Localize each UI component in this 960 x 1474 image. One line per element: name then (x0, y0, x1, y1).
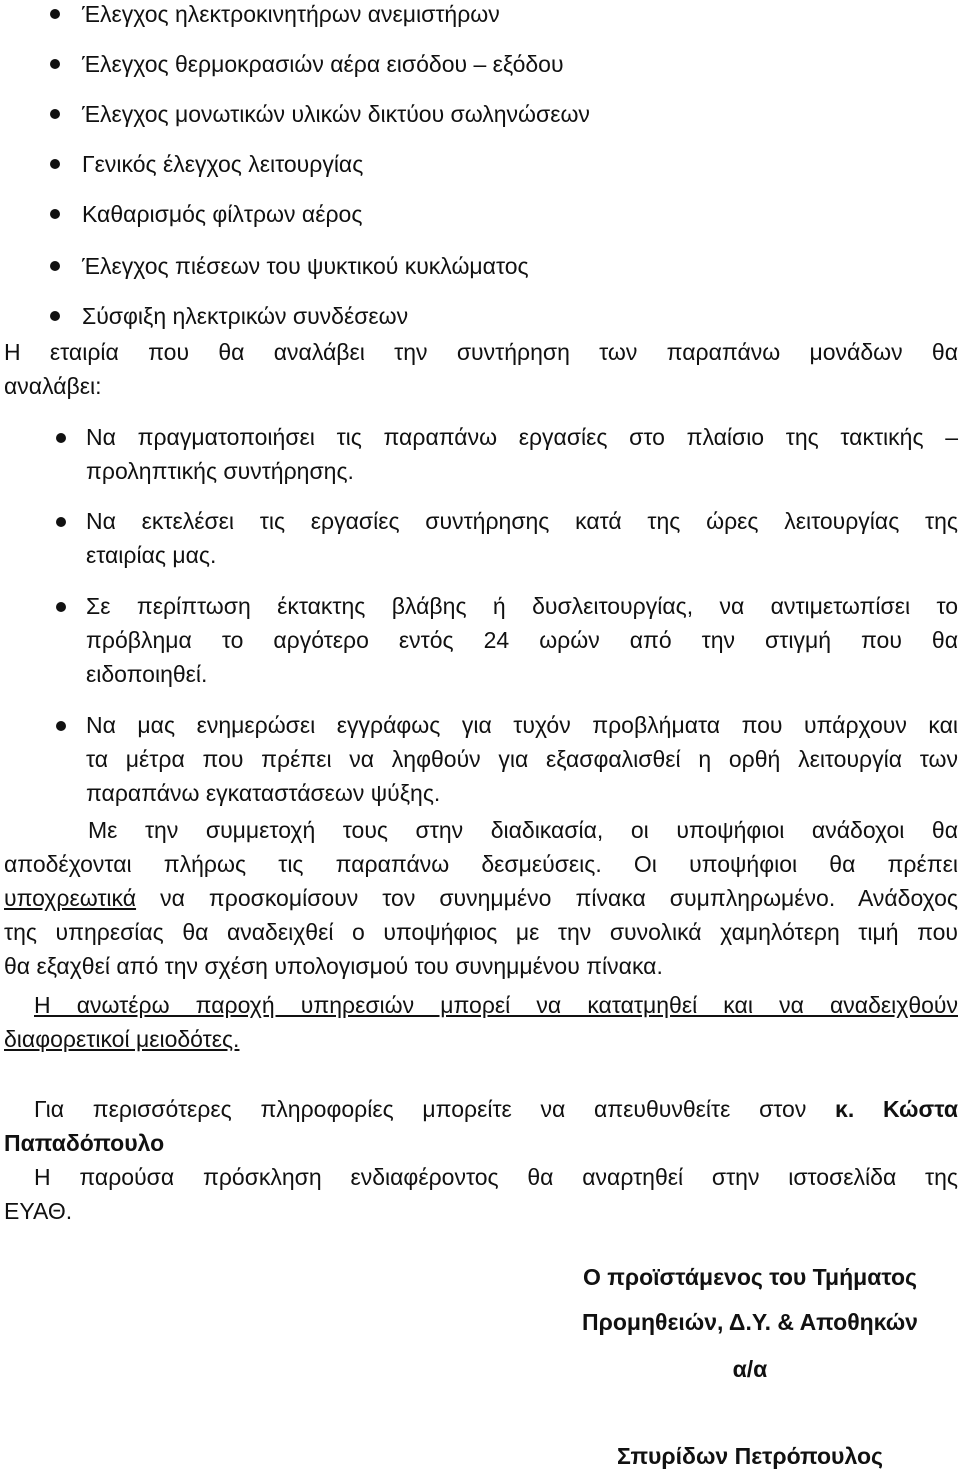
list-item: Καθαρισμός φίλτρων αέρος (54, 200, 362, 228)
signature-title-line1: Ο προϊστάμενος του Τμήματος (583, 1264, 917, 1290)
list-item: Σύσφιξη ηλεκτρικών συνδέσεων (54, 302, 408, 330)
participation-paragraph: Με την συμμετοχή τους στην διαδικασία, οι υποψήφιοι ανάδοχοι θα αποδέχονται πλήρως τις παραπάνω δεσμεύσεις. Οι υποψήφιοι θα πρέπει υποχρεωτικά να προσκομίσουν τον συνημμένο πίνακα συμπληρωμένο. Ανάδοχος της υπηρεσίας θα αναδειχθεί ο υποψήφιος με την συνολικά χαμηλότερη τιμή που θα εξαχθεί από την σχέση υπολογισμού του συνημμένου πίνακα. (4, 817, 958, 979)
list-item: Σε περίπτωση έκτακτης βλάβης ή δυσλειτουργίας, να αντιμετωπίσει το πρόβλημα το αργότερο εντός 24 ωρών από την στιγμή που θα ειδοποιηθεί. (86, 589, 958, 691)
signature-on-behalf: α/α (732, 1356, 768, 1382)
list-item: Έλεγχος μονωτικών υλικών δικτύου σωληνώσεων (54, 100, 590, 128)
signature-name: Σπυρίδων Πετρόπουλος (617, 1443, 883, 1469)
list-item: Έλεγχος πιέσεων του ψυκτικού κυκλώματος (54, 252, 529, 280)
signature-title-line2: Προμηθειών, Δ.Υ. & Αποθηκών (582, 1309, 918, 1335)
contact-paragraph: Για περισσότερες πληροφορίες μπορείτε να απευθυνθείτε στον κ. Κώστα Παπαδόπουλο (4, 1096, 958, 1156)
list-item: Να πραγματοποιήσει τις παραπάνω εργασίες στο πλαίσιο της τακτικής – προληπτικής συντήρησης. (86, 420, 958, 488)
list-item: Έλεγχος ηλεκτροκινητήρων ανεμιστήρων (54, 0, 500, 28)
list-item: Γενικός έλεγχος λειτουργίας (54, 150, 363, 178)
list-item: Έλεγχος θερμοκρασιών αέρα εισόδου – εξόδου (54, 50, 564, 78)
division-paragraph: Η ανωτέρω παροχή υπηρεσιών μπορεί να κατατμηθεί και να αναδειχθούν διαφορετικοί μειοδότες. (4, 992, 958, 1052)
list-item: Να εκτελέσει τις εργασίες συντήρησης κατά της ώρες λειτουργίας της εταιρίας μας. (86, 504, 958, 572)
intro-paragraph: Η εταιρία που θα αναλάβει την συντήρηση των παραπάνω μονάδων θα αναλάβει: (4, 339, 958, 399)
list-item: Να μας ενημερώσει εγγράφως για τυχόν προβλήματα που υπάρχουν και τα μέτρα που πρέπει να ληφθούν για εξασφαλισθεί η ορθή λειτουργία των παραπάνω εγκαταστάσεων ψύξης. (86, 708, 958, 810)
posting-paragraph: Η παρούσα πρόσκληση ενδιαφέροντος θα αναρτηθεί στην ιστοσελίδα της ΕΥΑΘ. (4, 1164, 958, 1224)
